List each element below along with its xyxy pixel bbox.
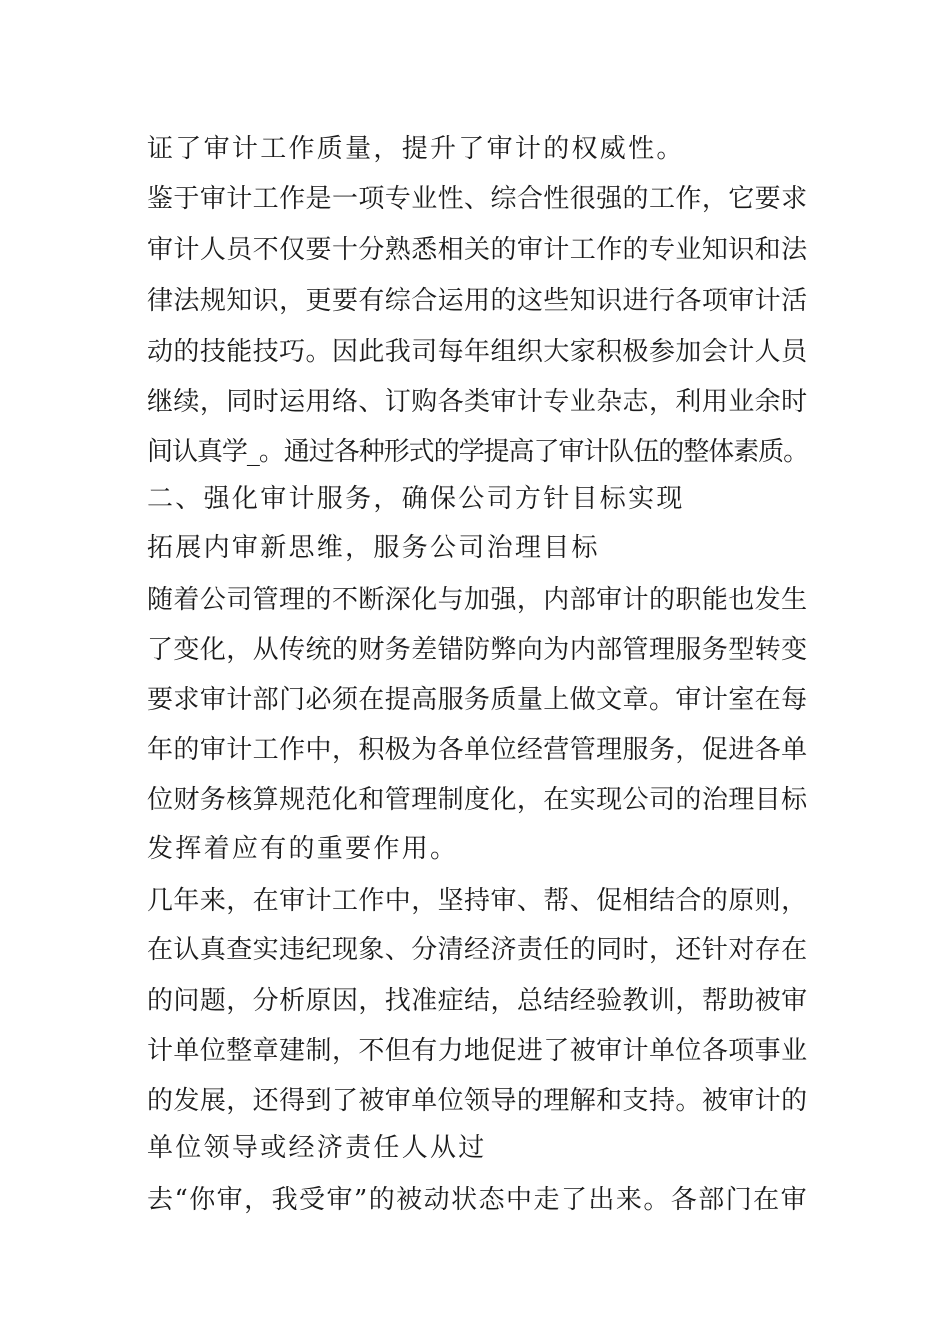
text-line: 的发展，还得到了被审单位领导的理解和支持。被审计的: [147, 1086, 808, 1116]
text-line: 随着公司管理的不断深化与加强，内部审计的职能也发生: [147, 585, 808, 615]
text-line: 要求审计部门必须在提高服务质量上做文章。审计室在每: [147, 685, 808, 715]
text-line: 鉴于审计工作是一项专业性、综合性很强的工作，它要求: [147, 184, 808, 214]
text-line: 证了审计工作质量，提升了审计的权威性。: [147, 134, 685, 164]
text-line: 动的技能技巧。因此我司每年组织大家积极参加会计人员: [147, 337, 808, 367]
section-heading: 二、强化审计服务，确保公司方针目标实现: [147, 484, 685, 514]
text-line: 年的审计工作中，积极为各单位经营管理服务，促进各单: [147, 735, 808, 765]
text-line: 发挥着应有的重要作用。: [147, 834, 459, 864]
text-line: 在认真查实违纪现象、分清经济责任的同时，还针对存在: [147, 935, 808, 965]
subsection-heading: 拓展内审新思维，服务公司治理目标: [147, 533, 600, 563]
text-line: 审计人员不仅要十分熟悉相关的审计工作的专业知识和法: [147, 235, 808, 265]
text-line: 继续，同时运用络、订购各类审计专业杂志，利用业余时: [147, 387, 808, 417]
text-line: 单位领导或经济责任人从过: [147, 1133, 487, 1163]
text-line: 去“你审，我受审”的被动状态中走了出来。各部门在审: [147, 1185, 809, 1215]
text-line: 律法规知识，更要有综合运用的这些知识进行各项审计活: [147, 286, 808, 316]
text-line: 几年来，在审计工作中，坚持审、帮、促相结合的原则，: [147, 886, 808, 916]
text-line: 间认真学_。通过各种形式的学提高了审计队伍的整体素质。: [147, 437, 809, 467]
text-line: 的问题，分析原因，找准症结，总结经验教训，帮助被审: [147, 986, 808, 1016]
text-line: 了变化，从传统的财务差错防弊向为内部管理服务型转变: [147, 635, 808, 665]
text-line: 计单位整章建制，不但有力地促进了被审计单位各项事业: [147, 1036, 808, 1066]
text-line: 位财务核算规范化和管理制度化，在实现公司的治理目标: [147, 785, 808, 815]
